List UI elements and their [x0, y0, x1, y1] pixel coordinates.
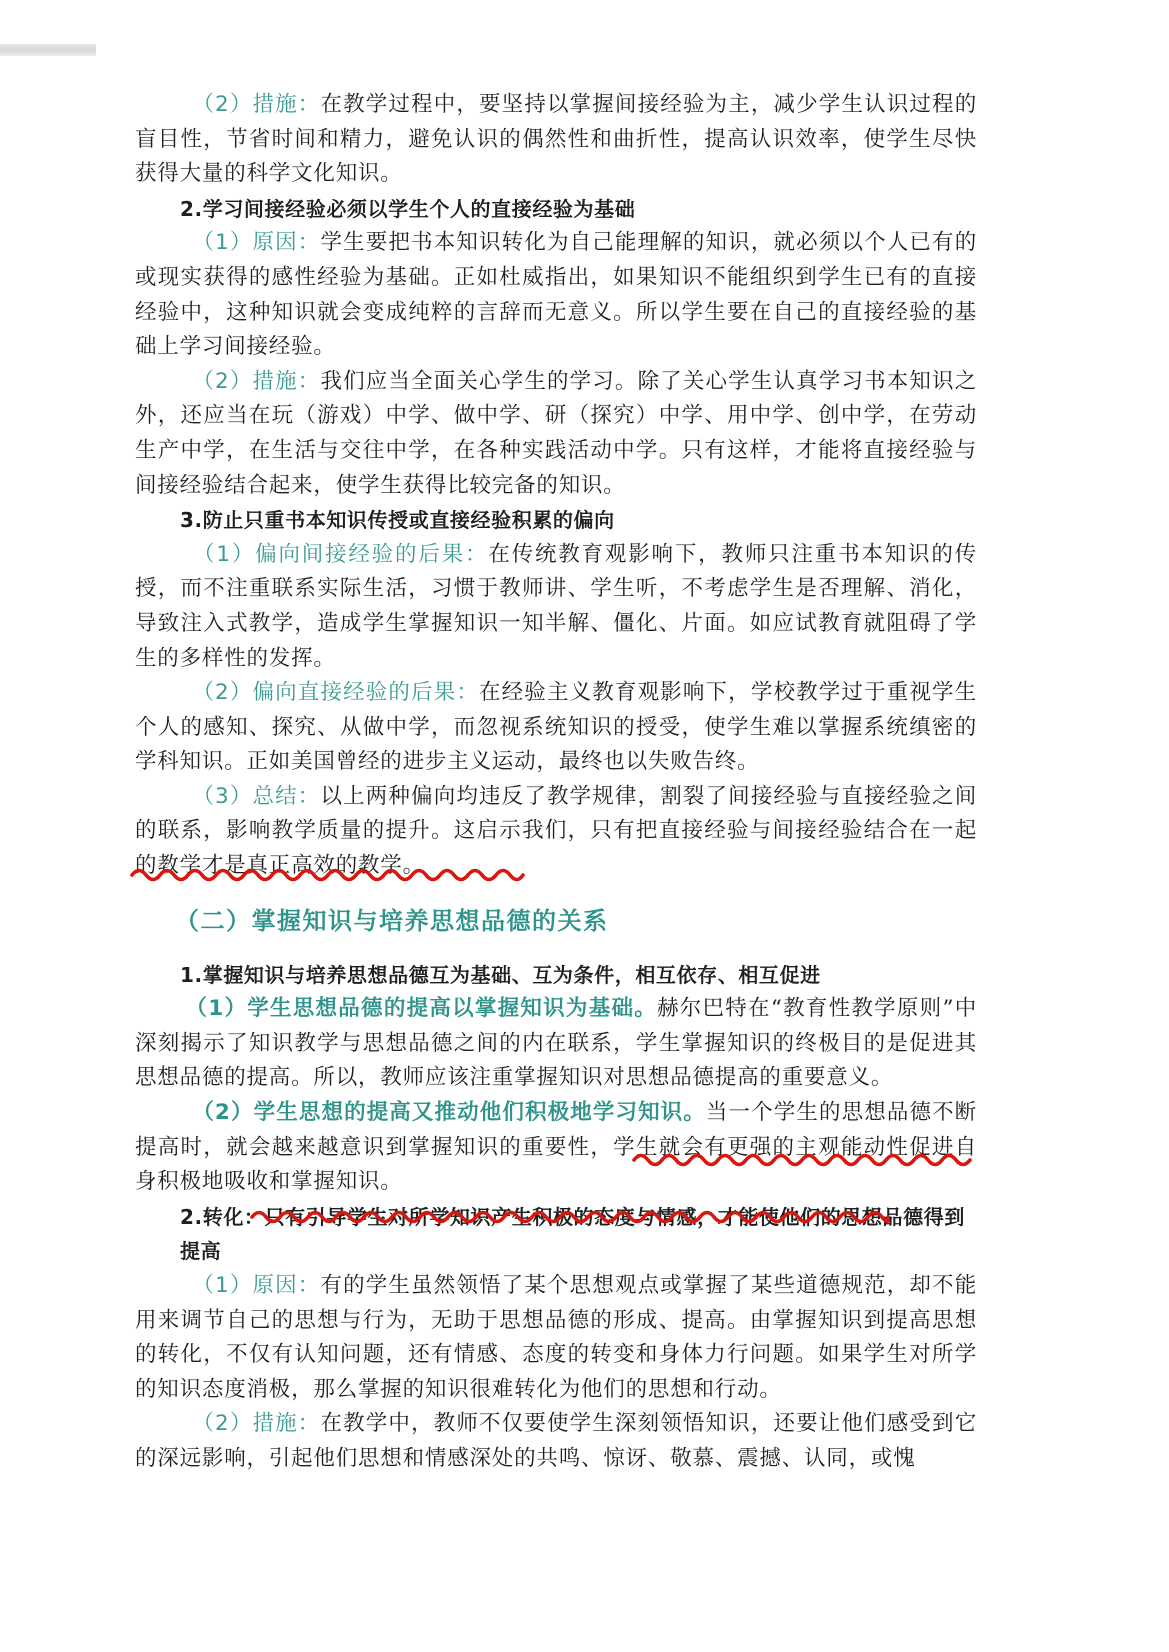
- paragraph: [135, 88, 977, 192]
- red-wavy-underline-3: [250, 1208, 890, 1228]
- item-label: （1）原因：: [192, 230, 321, 256]
- item-label: （1）偏向间接经验的后果：: [192, 541, 489, 567]
- paragraph-text: 在教学过程中，要坚持以掌握间接经验为主，减少学生认识过程的盲目性，节省时间和精力，避免认识的偶然性和曲折性，提高认识效率，使学生尽快获得大量的科学文化知识。: [135, 92, 978, 187]
- paragraph-text: 当一个学生的思想品德不断提高时，就会越来越意识到掌握知识的重要性，学生就会有更强的主观能动性促进自身积极地吸收和掌握知识。: [135, 1100, 977, 1195]
- paragraph: [135, 1269, 977, 1407]
- item-label: （2）措施：: [192, 1411, 321, 1437]
- document-page: [135, 88, 977, 1477]
- paragraph: [135, 1096, 977, 1200]
- paragraph-text: 我们应当全面关心学生的学习。除了关心学生认真学习书本知识之外，还应当在玩（游戏）中学、做中学、研（探究）中学、用中学、创中学，在劳动生产中学，在生活与交往中学，在各种实践活动中学。只有这样，才能将直接经验与间接经验结合起来，使学生获得比较完备的知识。: [135, 368, 978, 498]
- paragraph-text: 在教学中，教师不仅要使学生深刻领悟知识，还要让他们感受到它的深远影响，引起他们思想和情感深处的共鸣、惊讶、敬慕、震撼、认同，或愧: [135, 1411, 978, 1471]
- item-label: （2）措施：: [192, 92, 321, 117]
- scan-edge-mark: [0, 44, 96, 56]
- item-label: （1）学生思想品德的提高以掌握知识为基础。: [185, 996, 657, 1022]
- red-wavy-underline-1: [130, 866, 525, 886]
- paragraph-text: 赫尔巴特在“教育性教学原则”中深刻揭示了知识教学与思想品德之间的内在联系，学生掌握知识的终极目的是促进其思想品德的提高。所以，教师应该注重掌握知识对思想品德提高的重要意义。: [135, 996, 977, 1091]
- paragraph: [135, 538, 977, 676]
- item-label: （2）偏向直接经验的后果：: [192, 680, 479, 706]
- subheading: 2.学习间接经验必须以学生个人的直接经验为基础: [180, 196, 636, 221]
- paragraph: [135, 992, 977, 1096]
- item-label: （2）措施：: [192, 368, 321, 394]
- red-wavy-underline-2: [632, 1151, 977, 1171]
- item-label: （3）总结：: [192, 783, 321, 809]
- paragraph-text: 以上两种偏向均违反了教学规律，割裂了间接经验与直接经验之间的联系，影响教学质量的提升。这启示我们，只有把直接经验与间接经验结合在一起的教学才是真正高效的教学。: [135, 783, 978, 879]
- paragraph: [135, 226, 977, 364]
- subheading: 3.防止只重书本知识传授或直接经验积累的偏向: [180, 508, 615, 533]
- subheading: 2.转化：只有引导学生对所学知识产生积极的态度与情感，才能使他们的思想品德得到提高: [180, 1204, 965, 1264]
- paragraph-text: 有的学生虽然领悟了某个思想观点或掌握了某些道德规范，却不能用来调节自己的思想与行为，无助于思想品德的形成、提高。由掌握知识到提高思想的转化，不仅有认知问题，还有情感、态度的转变和身体力行问题。如果学生对所学的知识态度消极，那么掌握的知识很难转化为他们的思想和行动。: [135, 1273, 978, 1402]
- item-label: （1）原因：: [192, 1273, 321, 1298]
- paragraph-text: 在经验主义教育观影响下，学校教学过于重视学生个人的感知、探究、从做中学，而忽视系统知识的授受，使学生难以掌握系统缜密的学科知识。正如美国曾经的进步主义运动，最终也以失败告终。: [135, 680, 977, 775]
- subheading: 1.掌握知识与培养思想品德互为基础、互为条件，相互依存、相互促进: [180, 962, 821, 987]
- paragraph: [135, 676, 977, 780]
- paragraph-text: 学生要把书本知识转化为自己能理解的知识，就必须以个人已有的或现实获得的感性经验为基础。正如杜威指出，如果知识不能组织到学生已有的直接经验中，这种知识就会变成纯粹的言辞而无意义。所以学生要在自己的直接经验的基础上学习间接经验。: [135, 230, 978, 360]
- paragraph-text: 在传统教育观影响下，教师只注重书本知识的传授，而不注重联系实际生活，习惯于教师讲、学生听，不考虑学生是否理解、消化，导致注入式教学，造成学生掌握知识一知半解、僵化、片面。如应试教育就阻碍了学生的多样性的发挥。: [135, 541, 977, 671]
- paragraph: [135, 1407, 977, 1476]
- section-heading: （二）掌握知识与培养思想品德的关系: [175, 906, 609, 935]
- item-label: （2）学生思想的提高又推动他们积极地学习知识。: [192, 1100, 706, 1126]
- paragraph: [135, 365, 977, 503]
